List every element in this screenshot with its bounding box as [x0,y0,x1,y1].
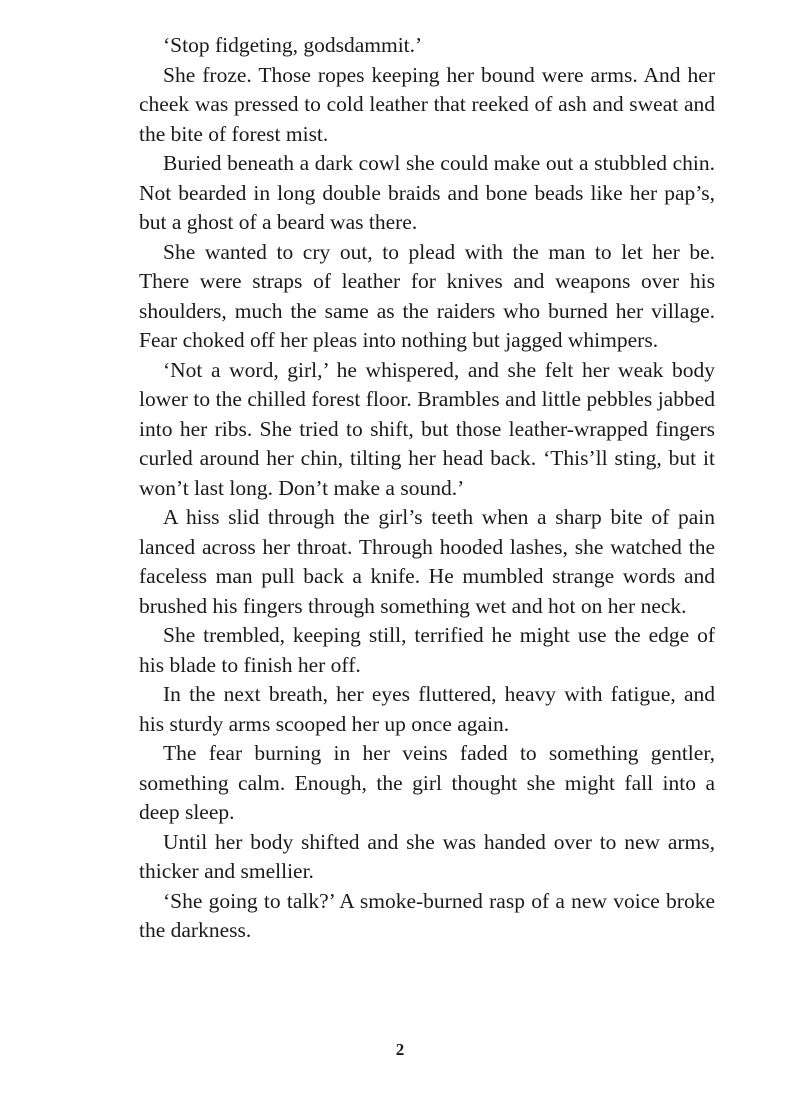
paragraph: ‘Stop fidgeting, godsdammit.’ [163,33,423,57]
paragraph: ‘She going to talk?’ A smoke-burned rasp of a new voice broke the darkness. [139,888,715,942]
paragraph: A hiss slid through the girl’s teeth when a sharp bite of pain lanced across her throat. Through hooded lashes, she watched the faceless man pull back a knife. He mumbled strange words and brushed his fingers through something wet and hot on her neck. [139,505,715,618]
paragraph: She froze. Those ropes keeping her bound were arms. And her cheek was pressed to cold leather that reeked of ash and sweat and the bite of forest mist. [139,62,715,146]
paragraph: ‘Not a word, girl,’ he whispered, and she felt her weak body lower to the chilled forest floor. Brambles and little pebbles jabbed into her ribs. She tried to shift, but those leather-wrapped fingers curled around her chin, tilting her head back. ‘This’ll sting, but it won’t last long. Don’t make a sound.’ [139,357,715,500]
paragraph: She trembled, keeping still, terrified he might use the edge of his blade to finish her off. [139,623,715,677]
paragraph: She wanted to cry out, to plead with the man to let her be. There were straps of leather for knives and weapons over his shoulders, much the same as the raiders who burned her village. Fear choked off her pleas into nothing but jagged whimpers. [139,239,715,352]
paragraph: In the next breath, her eyes fluttered, heavy with fatigue, and his sturdy arms scooped her up once again. [139,682,715,736]
body-text [139,31,715,946]
page-number: 2 [395,1040,405,1059]
paragraph: Buried beneath a dark cowl she could make out a stubbled chin. Not bearded in long double braids and bone beads like her pap’s, but a ghost of a beard was there. [139,151,715,234]
paragraph: The fear burning in her veins faded to something gentler, something calm. Enough, the girl thought she might fall into a deep sleep. [139,741,715,824]
paragraph: Until her body shifted and she was handed over to new arms, thicker and smellier. [139,829,715,883]
